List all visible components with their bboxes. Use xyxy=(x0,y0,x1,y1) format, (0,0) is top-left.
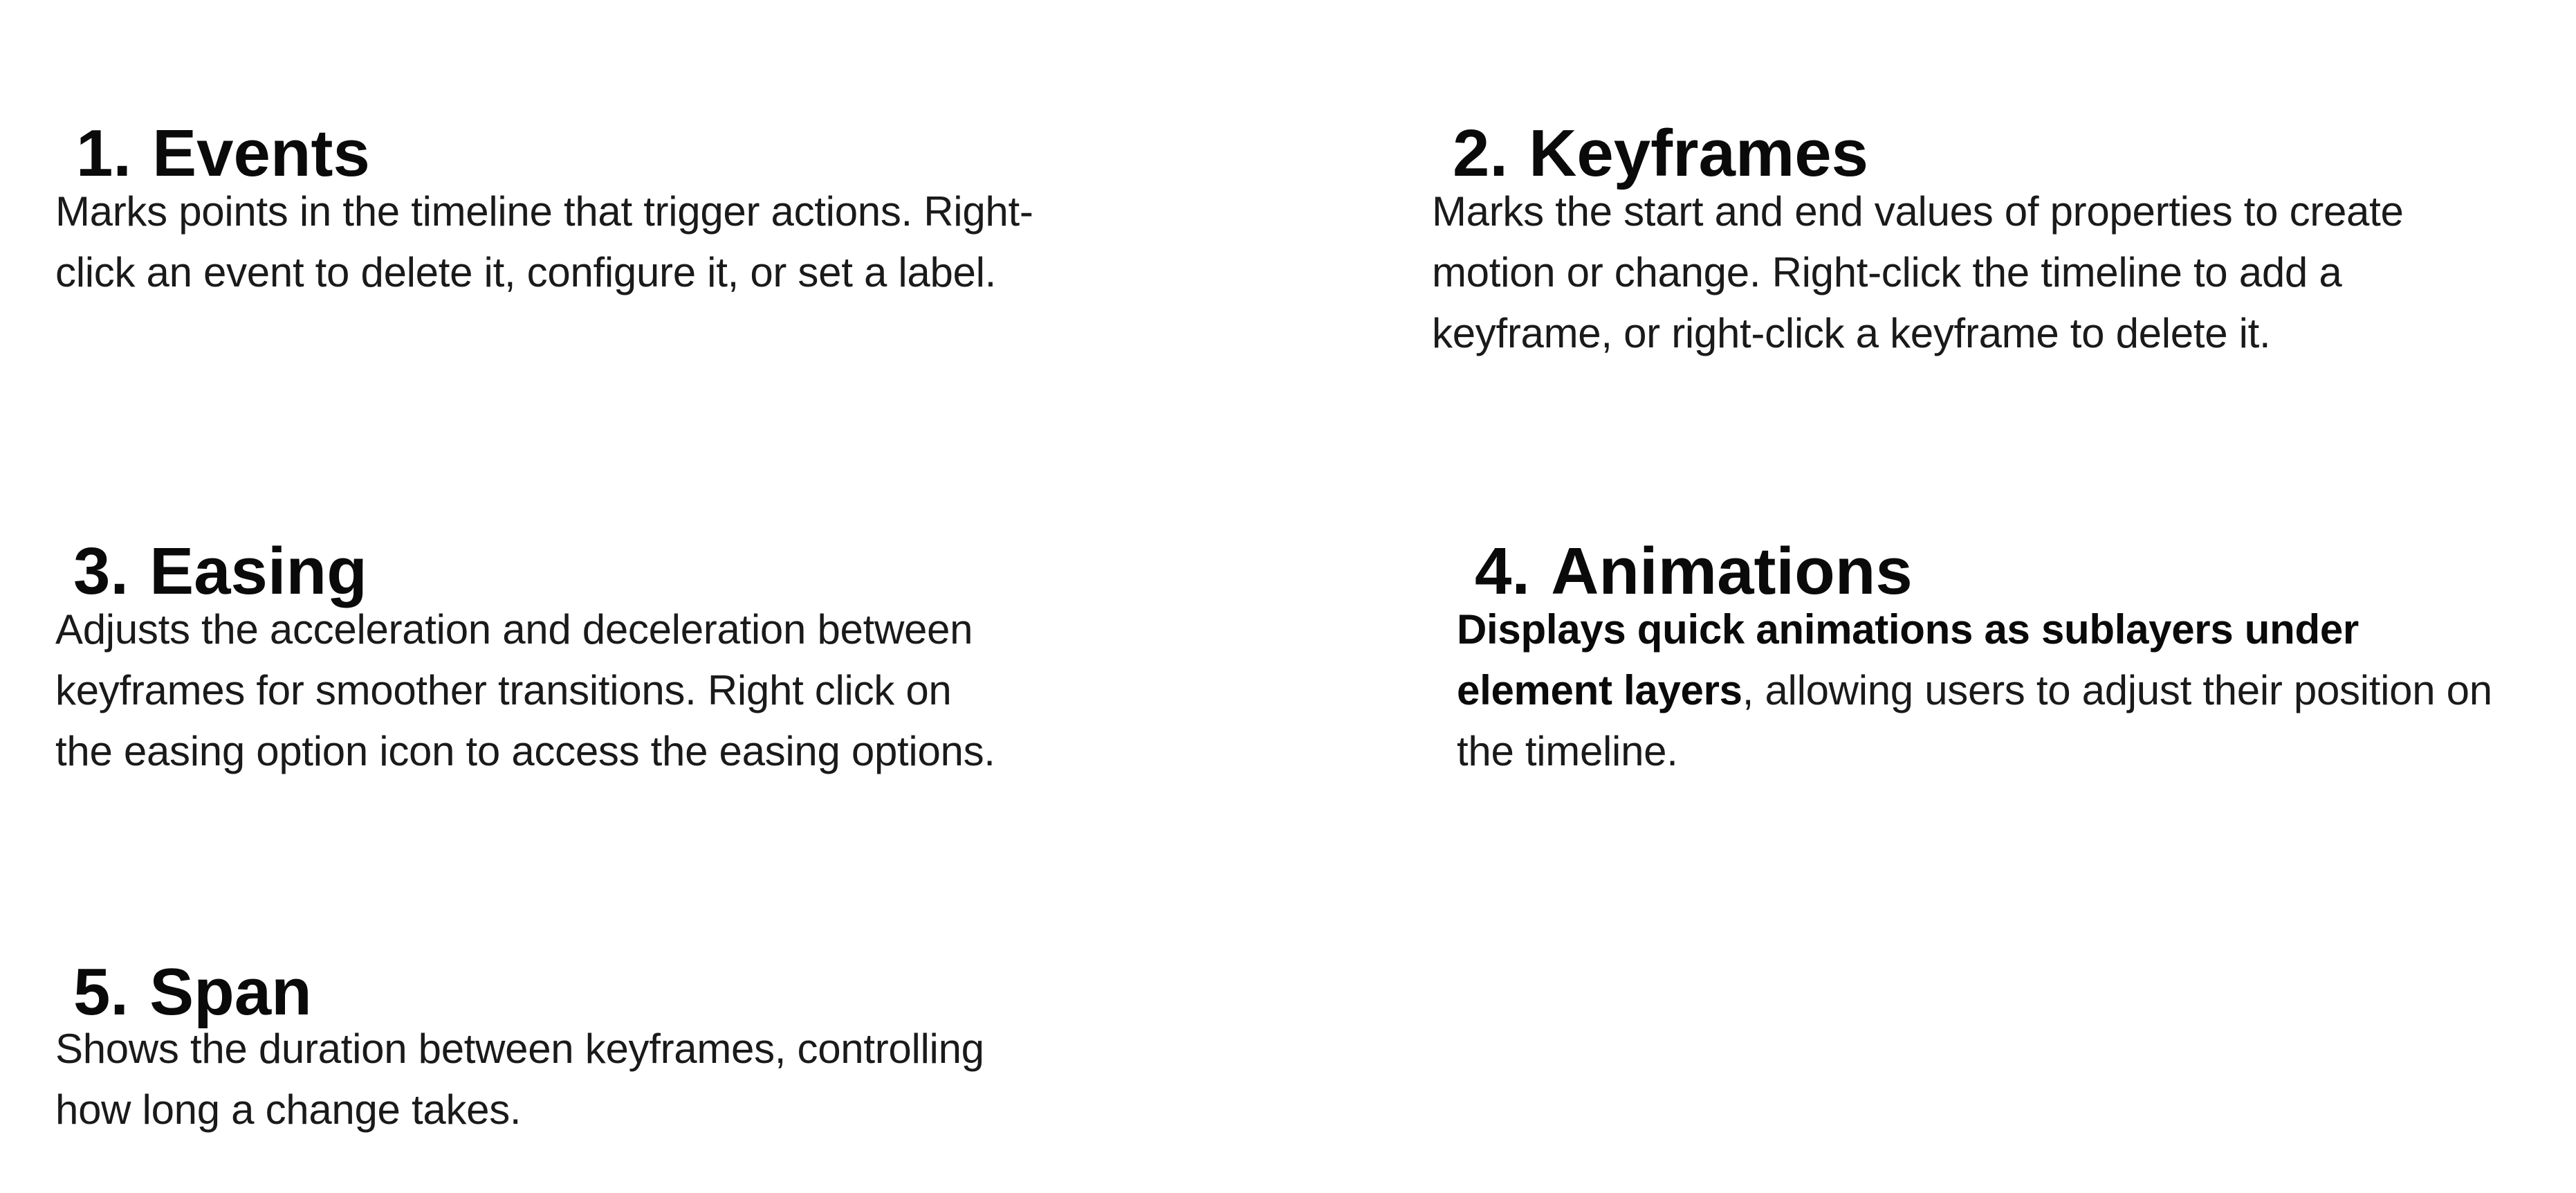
description-line: keyframes for smoother transitions. Right click on xyxy=(55,667,952,713)
description-line: Adjusts the acceleration and deceleration between xyxy=(55,606,973,653)
section-span xyxy=(0,837,1287,1193)
emphasis-text: Displays quick animations as sublayers under xyxy=(1457,606,2359,653)
description-line: the easing option icon to access the easing options. xyxy=(55,728,995,774)
description-line: motion or change. Right-click the timeline to add a xyxy=(1432,249,2342,295)
section-number: 3. xyxy=(73,534,129,608)
section-events xyxy=(0,0,1287,415)
section-title: Animations xyxy=(1551,534,1913,608)
section-title: Span xyxy=(149,954,312,1029)
description-line: the timeline. xyxy=(1457,728,1678,774)
section-description xyxy=(1432,181,2404,364)
section-heading xyxy=(73,954,312,1029)
section-description xyxy=(55,1019,984,1140)
description-line: Marks the start and end values of properties to create xyxy=(1432,188,2404,235)
description-line xyxy=(1457,599,2492,660)
section-easing xyxy=(0,415,1287,830)
section-number: 5. xyxy=(73,954,129,1029)
description-line: keyframe, or right-click a keyframe to delete it. xyxy=(1432,310,2271,356)
section-title: Keyframes xyxy=(1529,116,1869,190)
description-line: Marks points in the timeline that trigger actions. Right- xyxy=(55,188,1033,235)
section-description xyxy=(55,599,995,782)
section-description xyxy=(1457,599,2492,782)
description-text: , allowing users to adjust their position on xyxy=(1742,667,2492,713)
section-heading xyxy=(73,534,367,608)
section-description xyxy=(55,181,1033,303)
description-line: how long a change takes. xyxy=(55,1086,522,1133)
description-line: click an event to delete it, configure it, or set a label. xyxy=(55,249,997,295)
emphasis-text: element layers xyxy=(1457,667,1742,713)
section-title: Easing xyxy=(149,534,367,608)
description-line xyxy=(1457,660,2492,721)
section-heading xyxy=(1475,534,1913,608)
section-title: Events xyxy=(152,116,370,190)
section-number: 4. xyxy=(1475,534,1531,608)
section-keyframes xyxy=(1287,0,2576,415)
section-animations xyxy=(1287,415,2576,830)
section-number: 2. xyxy=(1453,116,1509,190)
description-line: Shows the duration between keyframes, controlling xyxy=(55,1026,984,1072)
section-heading xyxy=(1453,116,1869,190)
section-number: 1. xyxy=(76,116,132,190)
section-heading xyxy=(76,116,370,190)
